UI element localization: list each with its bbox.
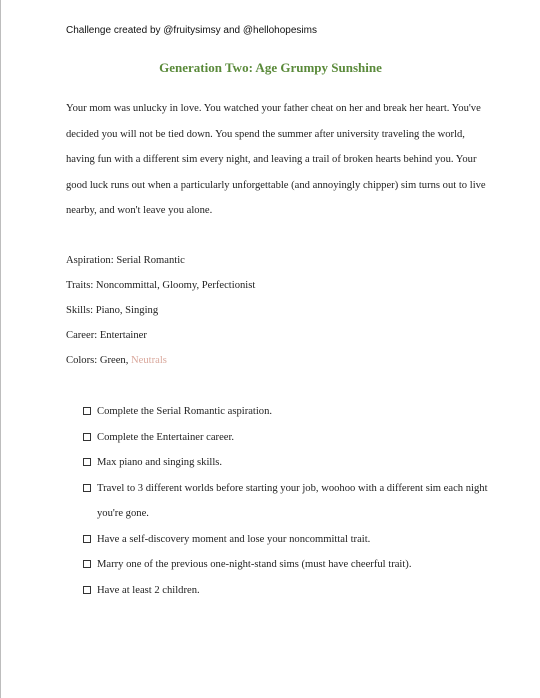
checklist-item	[83, 450, 493, 476]
checklist-item	[83, 552, 493, 578]
checklist-item	[83, 476, 493, 527]
sim-details	[66, 248, 255, 373]
generation-title: Generation Two: Age Grumpy Sunshine	[159, 60, 382, 75]
checklist-item-text: Marry one of the previous one-night-stand sims (must have cheerful trait).	[97, 559, 412, 570]
checklist-item	[83, 425, 493, 451]
checklist-item-text: Complete the Serial Romantic aspiration.	[97, 406, 273, 417]
checkbox[interactable]	[83, 433, 91, 441]
goal-checklist	[83, 399, 493, 603]
traits-line: Traits: Noncommittal, Gloomy, Perfectionist	[66, 280, 256, 291]
checkbox[interactable]	[83, 484, 91, 492]
checklist-item-text: Complete the Entertainer career.	[97, 431, 235, 443]
aspiration-line: Aspiration: Serial Romantic	[66, 255, 185, 266]
checklist-item-text: Have at least 2 children.	[97, 584, 200, 596]
intro-paragraph: Your mom was unlucky in love. You watched your father cheat on her and break her heart. You've decided you will not be tied down. You spend the summer after university traveling the world, having fun with a different sim every night, and leaving a trail of broken hearts behind you. Your good luck runs out when a particularly unforgettable (and annoyingly chipper) sim turns out to live nearby, and won't leave you alone.	[66, 103, 486, 216]
checkbox[interactable]	[83, 535, 91, 543]
skills-line: Skills: Piano, Singing	[66, 305, 159, 316]
career-line: Career: Entertainer	[66, 330, 147, 341]
challenge-credit: Challenge created by @fruitysimsy and @hellohopesims	[66, 25, 317, 36]
checkbox[interactable]	[83, 560, 91, 568]
checkbox[interactable]	[83, 407, 91, 415]
checklist-item-text: Travel to 3 different worlds before starting your job, woohoo with a different sim each night you're gone.	[97, 482, 488, 519]
checkbox[interactable]	[83, 586, 91, 594]
colors-neutrals: Neutrals	[131, 355, 167, 366]
colors-line	[66, 348, 255, 373]
checklist-item	[83, 399, 493, 425]
checklist-item-text: Max piano and singing skills.	[97, 457, 223, 468]
colors-label: Colors: Green,	[66, 355, 132, 366]
checklist-item-text: Have a self-discovery moment and lose your noncommittal trait.	[97, 533, 371, 545]
checklist-item	[83, 527, 493, 553]
checklist-item	[83, 578, 493, 604]
checkbox[interactable]	[83, 458, 91, 466]
